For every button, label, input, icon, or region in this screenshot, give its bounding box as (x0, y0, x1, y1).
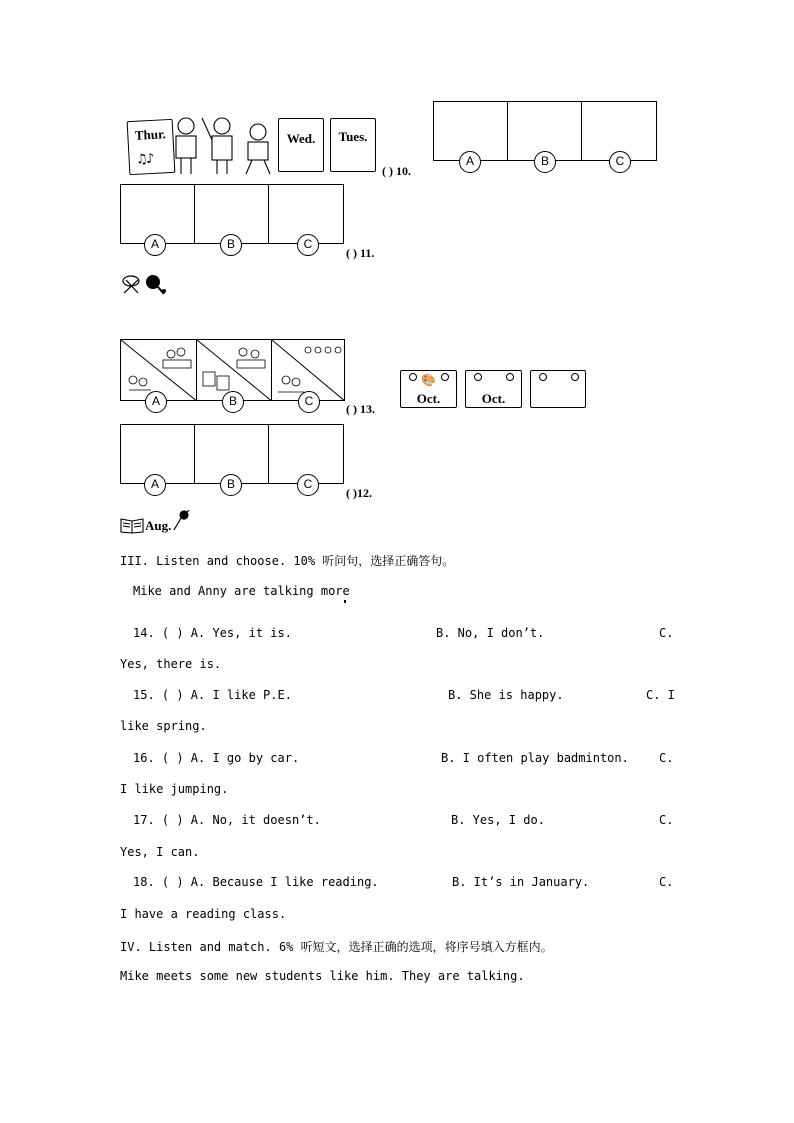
calendar-thur-label: Thur. (134, 126, 167, 143)
calendar-tues-label: Tues. (338, 129, 368, 144)
music-notes-icon: ♫♪ (137, 150, 155, 168)
people-illustration (172, 112, 278, 178)
calendar-oct (465, 370, 522, 408)
calendar-thur (127, 119, 176, 175)
calendar-blank (530, 370, 586, 408)
q10-option-a[interactable]: A (459, 151, 481, 173)
q13-option-b[interactable]: B (222, 391, 244, 413)
q12-option-c[interactable]: C (297, 474, 319, 496)
ping-pong-paddle-icon (144, 274, 168, 296)
q17-option-c-text: Yes, I can. (120, 845, 200, 859)
q17-option-c: C. (659, 813, 674, 827)
q14-option-c: C. (659, 626, 674, 640)
q17-option-b: B. Yes, I do. (451, 813, 545, 827)
calendar-ring (506, 373, 514, 381)
q11-option-a[interactable]: A (144, 234, 166, 256)
q16-stem-a: 16. ( ) A. I go by car. (133, 751, 300, 765)
section-3-heading: III. Listen and choose. 10% 听问句，选择正确答句。 (120, 554, 455, 568)
calendar-wed-label: Wed. (286, 131, 316, 146)
q14-option-c-text: Yes, there is. (120, 657, 222, 671)
question-11-label: ( ) 11. (346, 246, 375, 260)
q15-stem-a: 15. ( ) A. I like P.E. (133, 688, 292, 702)
q12-option-a[interactable]: A (144, 474, 166, 496)
top-picture-strip (128, 112, 380, 178)
calendar-tues (330, 118, 376, 172)
question-13-label: ( ) 13. (346, 402, 375, 416)
q14-option-b: B. No, I don’t. (436, 626, 545, 640)
calendar-ring (441, 373, 449, 381)
aug-label: Aug. (145, 518, 172, 533)
section-3-intro: Mike and Anny are talking more (133, 584, 350, 598)
q10-option-b[interactable]: B (534, 151, 556, 173)
calendar-ring (539, 373, 547, 381)
q17-stem-a: 17. ( ) A. No, it doesn’t. (133, 813, 321, 827)
question-10-label: ( ) 10. (382, 164, 411, 178)
q11-option-b[interactable]: B (220, 234, 242, 256)
calendar-wed (278, 118, 324, 172)
section-4-intro: Mike meets some new students like him. They are talking. (120, 969, 525, 983)
q14-stem-a: 14. ( ) A. Yes, it is. (133, 626, 292, 640)
q15-option-b: B. She is happy. (448, 688, 564, 702)
q13-option-c[interactable]: C (298, 391, 320, 413)
calendar-oct-2-label: Oct. (481, 391, 506, 406)
section-4-heading: IV. Listen and match. 6% 听短文，选择正确的选项，将序号填入方框内。 (120, 940, 553, 954)
calendar-ring (571, 373, 579, 381)
microphone-icon (172, 510, 190, 534)
q11-option-c[interactable]: C (297, 234, 319, 256)
calendar-oct-1-label: Oct. (416, 391, 441, 406)
q16-option-c: C. (659, 751, 674, 765)
q18-stem-a: 18. ( ) A. Because I like reading. (133, 875, 379, 889)
calendar-ring (409, 373, 417, 381)
open-book-icon (120, 516, 144, 534)
chef-hat-icon (120, 274, 142, 296)
q15-option-c-text: like spring. (120, 719, 207, 733)
calendar-ring (474, 373, 482, 381)
q18-option-c-text: I have a reading class. (120, 907, 287, 921)
q15-option-c: C. I (646, 688, 675, 702)
palette-brush-icon: 🎨 (421, 373, 436, 387)
q10-option-c[interactable]: C (609, 151, 631, 173)
q13-option-a[interactable]: A (145, 391, 167, 413)
q11-stimulus-icons (120, 274, 170, 296)
calendar-oct-painting (400, 370, 457, 408)
q18-option-b: B. It’s in January. (452, 875, 590, 889)
q12-option-b[interactable]: B (220, 474, 242, 496)
stray-mark (344, 600, 346, 603)
q18-option-c: C. (659, 875, 674, 889)
q12-stimulus-icons (120, 510, 200, 536)
question-12-label: ( )12. (346, 486, 372, 500)
q16-option-b: B. I often play badminton. (441, 751, 629, 765)
q16-option-c-text: I like jumping. (120, 782, 229, 796)
